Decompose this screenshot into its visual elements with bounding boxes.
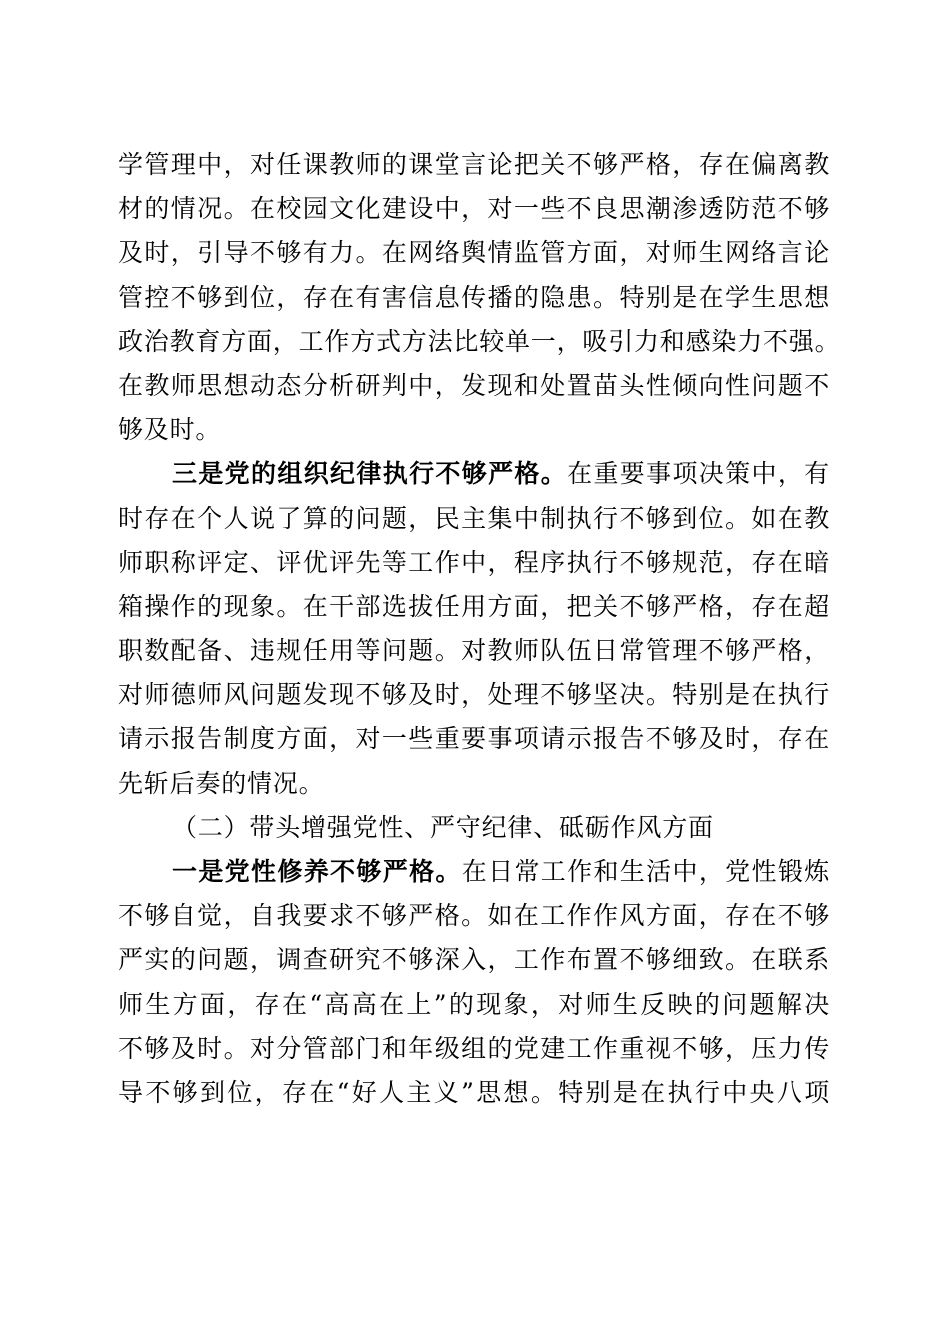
paragraph-lead: 三是党的组织纪律执行不够严格。: [172, 459, 568, 489]
text-line: 导不够到位，存在“好人主义”思想。特别是在执行中央八项: [118, 1077, 830, 1107]
paragraph-first-rest: 在日常工作和生活中，党性锻炼: [461, 857, 830, 886]
text-line: 不够及时。对分管部门和年级组的党建工作重视不够，压力传: [118, 1033, 830, 1063]
text-line: 严实的问题，调查研究不够深入，工作布置不够细致。在联系: [118, 945, 830, 975]
text-line: 职数配备、违规任用等问题。对教师队伍日常管理不够严格，: [118, 636, 830, 666]
text-line: 请示报告制度方面，对一些重要事项请示报告不够及时，存在: [118, 724, 830, 754]
paragraph-lead: 一是党性修养不够严格。: [172, 857, 462, 886]
paragraph-first-line: [118, 850, 830, 894]
text-line: 时存在个人说了算的问题，民主集中制执行不够到位。如在教: [118, 503, 830, 533]
text-line: 学管理中，对任课教师的课堂言论把关不够严格，存在偏离教: [118, 150, 830, 179]
text-line: 及时，引导不够有力。在网络舆情监管方面，对师生网络言论: [118, 238, 830, 268]
text-line: 先斩后奏的情况。: [118, 768, 325, 798]
text-line: 政治教育方面，工作方式方法比较单一，吸引力和感染力不强。: [118, 326, 841, 356]
text-line: 材的情况。在校园文化建设中，对一些不良思潮渗透防范不够: [118, 194, 830, 224]
text-line: 在教师思想动态分析研判中，发现和处置苗头性倾向性问题不: [118, 370, 830, 400]
text-line: 师生方面，存在“高高在上”的现象，对师生反映的问题解决: [118, 989, 830, 1019]
text-line: 够及时。: [118, 415, 222, 445]
text-line: 箱操作的现象。在干部选拔任用方面，把关不够严格，存在超: [118, 591, 830, 621]
text-line: 管控不够到位，存在有害信息传播的隐患。特别是在学生思想: [118, 282, 830, 312]
text-line: 不够自觉，自我要求不够严格。如在工作作风方面，存在不够: [118, 901, 830, 931]
document-body: [118, 143, 841, 1115]
text-line: 对师德师风问题发现不够及时，处理不够坚决。特别是在执行: [118, 680, 830, 710]
paragraph-first-rest: 在重要事项决策中，有: [567, 459, 830, 489]
text-line: 师职称评定、评优评先等工作中，程序执行不够规范，存在暗: [118, 547, 830, 577]
section-heading: （二）带头增强党性、严守纪律、砥砺作风方面: [172, 812, 714, 842]
paragraph-first-line: [118, 452, 830, 496]
